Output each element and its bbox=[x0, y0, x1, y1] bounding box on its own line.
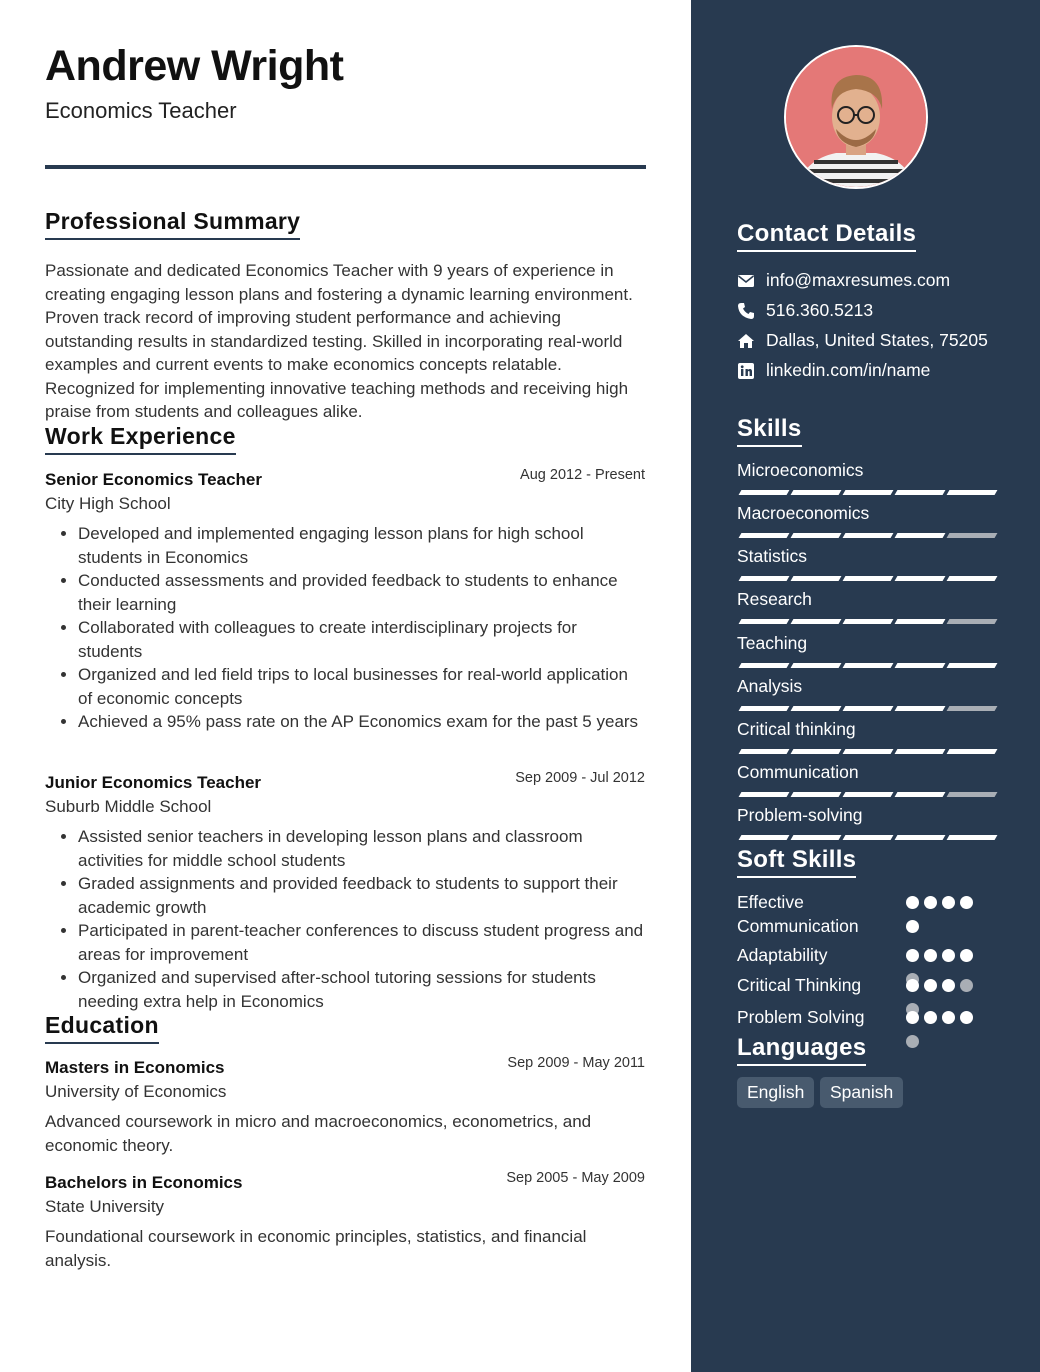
skill-name: Statistics bbox=[737, 546, 808, 566]
skill-level-segment bbox=[843, 706, 894, 711]
rating-dot bbox=[942, 949, 955, 962]
rating-dot bbox=[942, 979, 955, 992]
skill-item bbox=[737, 805, 993, 826]
skill-level-segment bbox=[739, 792, 790, 797]
skill-level-bar bbox=[737, 792, 993, 798]
skill-level-segment bbox=[791, 749, 842, 754]
soft-skill-name: Problem Solving bbox=[737, 1007, 865, 1027]
skill-level-segment bbox=[843, 533, 894, 538]
skill-item bbox=[737, 676, 993, 697]
skill-level-segment bbox=[895, 749, 946, 754]
skill-level-segment bbox=[791, 533, 842, 538]
education-entry bbox=[45, 1055, 645, 1157]
soft-skill-name: Effective Communication bbox=[737, 892, 859, 936]
skill-name: Analysis bbox=[737, 676, 803, 696]
skill-level-segment bbox=[843, 576, 894, 581]
soft-skills-heading: Soft Skills bbox=[737, 846, 856, 878]
skill-level-segment bbox=[895, 490, 946, 495]
rating-dot bbox=[906, 1035, 919, 1048]
skill-level-segment bbox=[947, 619, 998, 624]
degree-title: Bachelors in Economics bbox=[45, 1173, 243, 1192]
job-bullet: • Conducted assessments and provided feedback to students to enhance their learning bbox=[78, 569, 645, 616]
skill-level-segment bbox=[739, 835, 790, 840]
header-divider bbox=[45, 165, 646, 169]
languages-heading: Languages bbox=[737, 1034, 866, 1066]
job-bullet: • Assisted senior teachers in developing lesson plans and classroom activities for middle school students bbox=[78, 825, 645, 872]
skill-level-segment bbox=[947, 533, 998, 538]
skill-level-segment bbox=[739, 706, 790, 711]
skill-level-segment bbox=[791, 619, 842, 624]
skill-level-segment bbox=[895, 576, 946, 581]
rating-dot bbox=[942, 1011, 955, 1024]
job-organization: City High School bbox=[45, 494, 171, 513]
skill-name: Research bbox=[737, 589, 812, 609]
contact-linkedin-text: linkedin.com/in/name bbox=[766, 360, 931, 380]
school-name: State University bbox=[45, 1197, 165, 1216]
job-entry bbox=[45, 770, 645, 1013]
job-bullet: • Participated in parent-teacher conferences to discuss student progress and areas for improvement bbox=[78, 919, 645, 966]
phone-icon bbox=[737, 302, 755, 320]
skill-level-bar bbox=[737, 835, 993, 841]
rating-dot bbox=[906, 920, 919, 933]
skill-item bbox=[737, 719, 993, 740]
rating-dot bbox=[924, 979, 937, 992]
skill-level-segment bbox=[947, 663, 998, 668]
skills-heading: Skills bbox=[737, 415, 802, 447]
experience-heading: Work Experience bbox=[45, 423, 236, 455]
profile-photo bbox=[784, 45, 928, 189]
skill-level-segment bbox=[843, 490, 894, 495]
job-title: Junior Economics Teacher bbox=[45, 773, 262, 792]
rating-dot bbox=[906, 896, 919, 909]
skill-level-segment bbox=[739, 533, 790, 538]
rating-dot bbox=[960, 949, 973, 962]
skill-item bbox=[737, 503, 993, 524]
skill-level-segment bbox=[791, 490, 842, 495]
skill-level-segment bbox=[947, 835, 998, 840]
education-entry bbox=[45, 1170, 645, 1272]
skill-level-segment bbox=[791, 706, 842, 711]
job-organization: Suburb Middle School bbox=[45, 797, 212, 816]
skill-level-segment bbox=[843, 792, 894, 797]
skill-item bbox=[737, 762, 993, 783]
job-bullet: • Developed and implemented engaging lesson plans for high school students in Economics bbox=[78, 522, 645, 569]
skill-level-segment bbox=[739, 490, 790, 495]
rating-dot bbox=[906, 979, 919, 992]
skill-name: Microeconomics bbox=[737, 460, 864, 480]
language-tag-spanish: Spanish bbox=[820, 1077, 903, 1108]
skill-level-segment bbox=[739, 663, 790, 668]
job-bullet: • Graded assignments and provided feedback to students to support their academic growth bbox=[78, 872, 645, 919]
skill-level-segment bbox=[791, 663, 842, 668]
skill-level-segment bbox=[843, 749, 894, 754]
degree-title: Masters in Economics bbox=[45, 1058, 225, 1077]
soft-skill-name: Adaptability bbox=[737, 945, 828, 965]
rating-dot bbox=[924, 896, 937, 909]
degree-description: Foundational coursework in economic principles, statistics, and financial analysis. bbox=[45, 1227, 587, 1270]
contact-heading: Contact Details bbox=[737, 220, 916, 252]
job-bullet: • Organized and supervised after-school tutoring sessions for students needing extra help in Economics bbox=[78, 966, 645, 1013]
skill-name: Communication bbox=[737, 762, 859, 782]
skill-item bbox=[737, 633, 993, 654]
job-title: Senior Economics Teacher bbox=[45, 470, 262, 489]
job-dates: Sep 2009 - Jul 2012 bbox=[515, 770, 645, 786]
skill-name: Critical thinking bbox=[737, 719, 856, 739]
summary-heading: Professional Summary bbox=[45, 208, 300, 240]
skill-level-segment bbox=[895, 533, 946, 538]
job-bullets bbox=[45, 825, 645, 1013]
skill-name: Problem-solving bbox=[737, 805, 863, 825]
job-bullets bbox=[45, 522, 645, 734]
rating-dot bbox=[924, 1011, 937, 1024]
skill-level-segment bbox=[739, 619, 790, 624]
skill-level-segment bbox=[947, 490, 998, 495]
skill-level-bar bbox=[737, 576, 993, 582]
school-name: University of Economics bbox=[45, 1082, 227, 1101]
skill-level-segment bbox=[895, 835, 946, 840]
rating-dot bbox=[960, 1011, 973, 1024]
candidate-name: Andrew Wright bbox=[45, 42, 344, 90]
rating-dot bbox=[906, 1011, 919, 1024]
contact-phone-text: 516.360.5213 bbox=[766, 300, 874, 320]
education-heading: Education bbox=[45, 1012, 159, 1044]
rating-dot bbox=[906, 949, 919, 962]
skill-level-segment bbox=[895, 619, 946, 624]
job-bullet: • Collaborated with colleagues to create interdisciplinary projects for students bbox=[78, 616, 645, 663]
contact-email-text: info@maxresumes.com bbox=[766, 270, 951, 290]
skill-level-segment bbox=[947, 576, 998, 581]
skill-level-segment bbox=[791, 835, 842, 840]
summary-text: Passionate and dedicated Economics Teacher with 9 years of experience in creating engaging lesson plans and fostering a dynamic learning environment. Proven track record of improving student performance and achieving outstanding results in standardized testing. Skilled in incorporating real-world examples and current events to make economics concepts relatable. Recognized for implementing innovative teaching methods and receiving high praise from students and colleagues alike. bbox=[45, 261, 633, 421]
job-bullet: • Achieved a 95% pass rate on the AP Economics exam for the past 5 years bbox=[78, 710, 645, 734]
skill-level-segment bbox=[947, 792, 998, 797]
linkedin-icon bbox=[737, 362, 755, 380]
degree-dates: Sep 2009 - May 2011 bbox=[507, 1055, 645, 1071]
rating-dot bbox=[924, 949, 937, 962]
job-dates: Aug 2012 - Present bbox=[520, 467, 645, 483]
skill-name: Teaching bbox=[737, 633, 808, 653]
skill-level-bar bbox=[737, 749, 993, 755]
skill-level-bar bbox=[737, 663, 993, 669]
skill-level-bar bbox=[737, 619, 993, 625]
skill-level-segment bbox=[843, 663, 894, 668]
skill-level-segment bbox=[947, 749, 998, 754]
skill-name: Macroeconomics bbox=[737, 503, 870, 523]
envelope-icon bbox=[737, 272, 755, 290]
soft-skill-name: Critical Thinking bbox=[737, 975, 862, 995]
job-bullet: • Organized and led field trips to local businesses for real-world application of economic concepts bbox=[78, 663, 645, 710]
skill-level-segment bbox=[947, 706, 998, 711]
skill-level-segment bbox=[739, 749, 790, 754]
candidate-role: Economics Teacher bbox=[45, 98, 237, 123]
degree-description: Advanced coursework in micro and macroeconomics, econometrics, and economic theory. bbox=[45, 1112, 592, 1155]
skill-level-segment bbox=[843, 835, 894, 840]
skill-level-segment bbox=[791, 792, 842, 797]
skill-level-segment bbox=[895, 706, 946, 711]
job-entry bbox=[45, 467, 645, 734]
rating-dot bbox=[960, 896, 973, 909]
skill-level-bar bbox=[737, 490, 993, 496]
skill-item bbox=[737, 546, 993, 567]
skill-level-segment bbox=[791, 576, 842, 581]
skill-level-segment bbox=[895, 792, 946, 797]
language-tag-english: English bbox=[737, 1077, 814, 1108]
skill-level-segment bbox=[739, 576, 790, 581]
home-icon bbox=[737, 332, 755, 350]
contact-address-text: Dallas, United States, 75205 bbox=[766, 330, 988, 350]
skill-level-segment bbox=[843, 619, 894, 624]
skill-level-bar bbox=[737, 706, 993, 712]
skill-level-segment bbox=[895, 663, 946, 668]
degree-dates: Sep 2005 - May 2009 bbox=[506, 1170, 645, 1186]
rating-dot bbox=[960, 979, 973, 992]
rating-dot bbox=[942, 896, 955, 909]
skill-level-bar bbox=[737, 533, 993, 539]
skill-item bbox=[737, 589, 993, 610]
skill-item bbox=[737, 460, 993, 481]
